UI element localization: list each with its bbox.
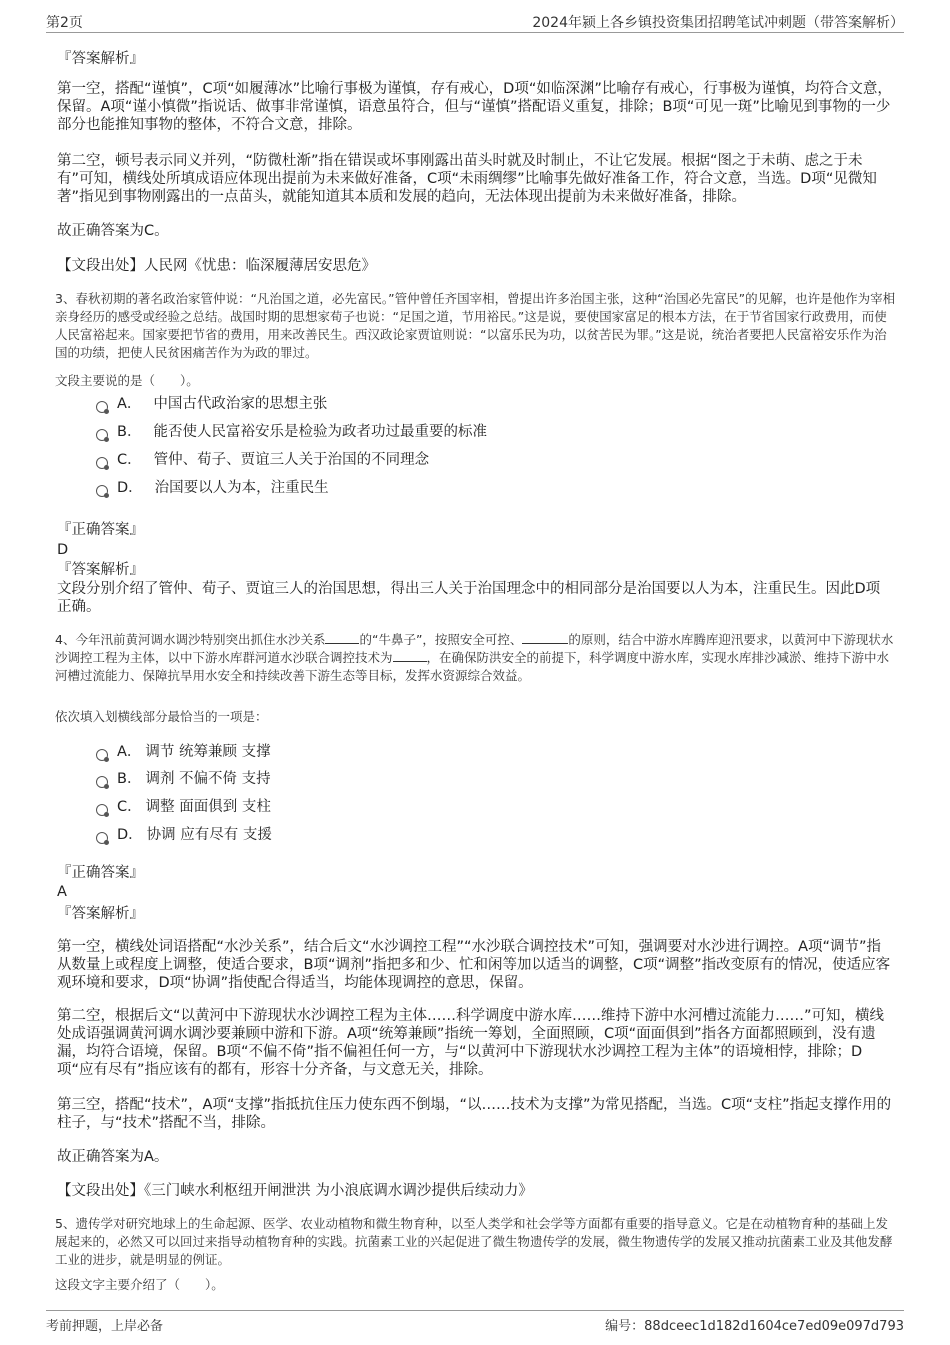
q4-analysis-para2: 第二空，根据后文“以黄河中下游现状水沙调控工程为主体……科学调度中游水库……维持下游中水河槽过流能力……”可知，横线处成语强调黄河调水调沙要兼顾中游和下游。A项“统筹兼顾”指统一筹划，全面照顾，C项“面面俱到”指各方面都照顾到，没有遗漏，均符合语境，保留。B项“不偏不倚”指不偏袒任何一方，与“以黄河中下游现状水沙调控工程为主体”的语境相悖，排除；D项“应有尽有”指应该有的都有，形容十分齐备，与文意无关，排除。: [57, 1008, 885, 1078]
q4-conclusion: 故正确答案为A。: [57, 1149, 169, 1165]
page-number: 第2页: [46, 15, 83, 31]
q4-option-d[interactable]: D． 协调 应有尽有 支援: [96, 826, 272, 844]
q4-option-c[interactable]: C． 调整 面面俱到 支柱: [96, 798, 271, 816]
q4-answer-label: 『正确答案』: [57, 865, 144, 881]
footer-slogan: 考前押题，上岸必备: [46, 1319, 164, 1334]
q3-answer: D: [57, 542, 69, 558]
radio-button-icon[interactable]: [96, 457, 108, 469]
q4-stem: 4、今年汛前黄河调水调沙特别突出抓住水沙关系 的“牛鼻子”，按照安全可控、 的原则，结合中游水库腾库迎汛要求，以黄河中下游现状水沙调控工程为主体，以中下游水库群河道水沙联合调控技术为 ，在确保防洪安全的前提下，科学调度中游水库，实现水库排沙减淤、维持下游中水河槽过流能力、保障抗旱用水安全和持续改善下游生态等目标，发挥水资源综合效益。: [55, 632, 894, 683]
radio-button-icon[interactable]: [96, 429, 108, 441]
radio-button-icon[interactable]: [96, 776, 108, 788]
radio-button-icon[interactable]: [96, 804, 108, 816]
q4-ask: 依次填入划横线部分最恰当的一项是：: [55, 709, 268, 724]
q3-answer-label: 『正确答案』: [57, 522, 144, 538]
blank-1: [325, 631, 359, 644]
radio-button-icon[interactable]: [96, 832, 108, 844]
q4-analysis-para3: 第三空，搭配“技术”，A项“支撑”指抵抗住压力使东西不倒塌，“以……技术为支撑”为常见搭配，当选。C项“支柱”指起支撑作用的柱子，与“技术”搭配不当，排除。: [57, 1097, 892, 1131]
page-footer: [46, 1310, 904, 1335]
q3-analysis-label: 『答案解析』: [57, 562, 144, 578]
blank-3: [393, 649, 427, 662]
q3-option-b[interactable]: B． 能否使人民富裕安乐是检验为政者功过最重要的标准: [96, 423, 487, 441]
q3-analysis: 文段分别介绍了管仲、荀子、贾谊三人的治国思想，得出三人关于治国理念中的相同部分是治国要以人为本，注重民生。因此D项正确。: [57, 581, 881, 615]
q4-source: 【文段出处】《三门峡水利枢纽开闸泄洪 为小浪底调水调沙提供后续动力》: [57, 1183, 533, 1199]
q3-ask: 文段主要说的是（ ）。: [55, 373, 199, 388]
q2-conclusion: 故正确答案为C。: [57, 223, 169, 239]
q2-source: 【文段出处】人民网《忧患：临深履薄居安思危》: [57, 258, 376, 274]
q3-stem: 3、春秋初期的著名政治家管仲说：“凡治国之道，必先富民。”管仲曾任齐国宰相，曾提出许多治国主张，这种“治国必先富民”的见解，也许是他作为宰相亲身经历的感受或经验之总结。战国时期的思想家荀子也说：“足国之道，节用裕民。”这是说，要使国家富足的根本方法，在于节省国家行政费用，而使人民富裕起来。国家要把节省的费用，用来改善民生。西汉政论家贾谊则说：“以富乐民为功，以贫苦民为罪。”这是说，统治者要把人民富裕安乐作为治国的功绩，把使人民贫困痛苦作为为政的罪过。: [55, 291, 896, 360]
q2-analysis-label: 『答案解析』: [57, 51, 144, 67]
q4-analysis-label: 『答案解析』: [57, 906, 144, 922]
radio-button-icon[interactable]: [96, 749, 108, 761]
q3-option-c[interactable]: C． 管仲、荀子、贾谊三人关于治国的不同理念: [96, 451, 429, 469]
document-title: 2024年颍上各乡镇投资集团招聘笔试冲刺题（带答案解析）: [532, 15, 904, 31]
q3-option-d[interactable]: D． 治国要以人为本，注重民生: [96, 479, 329, 497]
radio-button-icon[interactable]: [96, 401, 108, 413]
q3-option-a[interactable]: A． 中国古代政治家的思想主张: [96, 395, 327, 413]
q5-ask: 这段文字主要介绍了（ ）。: [55, 1277, 224, 1292]
blank-2: [522, 631, 568, 644]
radio-button-icon[interactable]: [96, 485, 108, 497]
q4-analysis-para1: 第一空，横线处词语搭配“水沙关系”，结合后文“水沙调控工程”“水沙联合调控技术”可知，强调要对水沙进行调控。A项“调节”指从数量上或程度上调整，使适合要求，B项“调剂”指把多和少、忙和闲等加以适当的调整，C项“调整”指改变原有的情况，使适应客观环境和要求，D项“协调”指使配合得适当，均能体现调控的意思，保留。: [57, 939, 891, 991]
q2-analysis-para2: 第二空，顿号表示同义并列，“防微杜渐”指在错误或坏事刚露出苗头时就及时制止，不让它发展。根据“图之于未萌、虑之于未有”可知，横线处所填成语应体现出提前为未来做好准备，C项“未雨绸缪”比喻事先做好准备工作，符合文意，当选。D项“见微知著”指见到事物刚露出的一点苗头，就能知道其本质和发展的趋向，无法体现出提前为未来做好准备，排除。: [57, 153, 877, 205]
q5-stem: 5、遗传学对研究地球上的生命起源、医学、农业动植物和微生物育种，以至人类学和社会学等方面都有重要的指导意义。它是在动植物育种的基础上发展起来的，必然又可以回过来指导动植物育种的实践。抗菌素工业的兴起促进了微生物遗传学的发展，微生物遗传学的发展又推动抗菌素工业及其他发酵工业的进步，就是明显的例证。: [55, 1216, 893, 1267]
q2-analysis-para1: 第一空，搭配“谨慎”，C项“如履薄冰”比喻行事极为谨慎，存有戒心，D项“如临深渊”比喻存有戒心，行事极为谨慎，均符合文意，保留。A项“谨小慎微”指说话、做事非常谨慎，语意虽符合，但与“谨慎”搭配语义重复，排除；B项“可见一斑”比喻见到事物的一少部分也能推知事物的整体，不符合文意，排除。: [57, 81, 892, 133]
document-id: 编号：88dceec1d182d1604ce7ed09e097d793: [605, 1319, 904, 1334]
q4-option-a[interactable]: A． 调节 统筹兼顾 支撑: [96, 743, 271, 761]
page-header: [46, 10, 904, 33]
q4-option-b[interactable]: B． 调剂 不偏不倚 支持: [96, 770, 271, 788]
q4-answer: A: [57, 884, 67, 900]
